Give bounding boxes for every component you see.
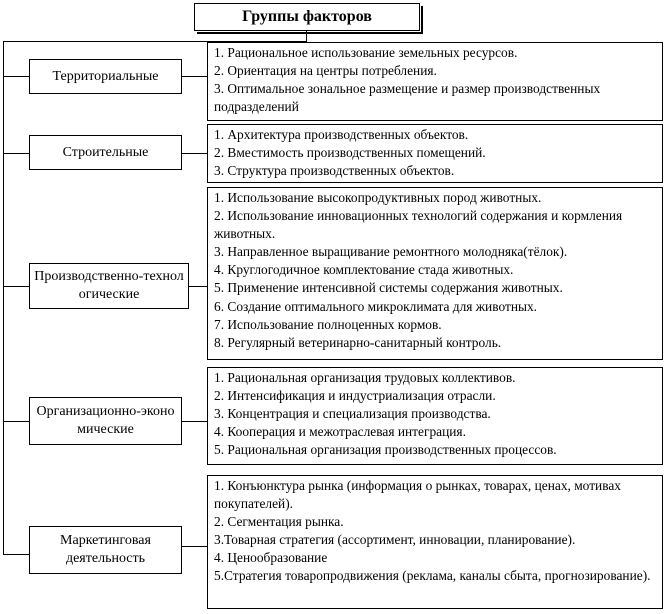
category-box-territorial (29, 59, 182, 94)
detail-box-territorial (207, 42, 663, 121)
category-label: Маркетинговая деятельность (60, 533, 151, 566)
list-item: 1. Рациональное использование земельных ресурсов. (214, 45, 518, 60)
list-item: 5. Рациональная организация производственных процессов. (214, 442, 557, 458)
list-item: 2. Сегментация рынка. (214, 514, 344, 530)
detail-box-production-technological (207, 187, 663, 360)
list-item: 5.Стратегия товаропродвижения (реклама, каналы сбыта, прогнозирование). (214, 568, 651, 584)
category-box-organizational-economic (29, 397, 182, 445)
list-item: 8. Регулярный ветеринарно-санитарный контроль. (214, 334, 502, 350)
detail-box-marketing (207, 475, 663, 609)
category-label: Производственно-технологические (34, 269, 184, 302)
link-connector-4 (182, 421, 207, 422)
branch-connector-1 (3, 76, 29, 77)
category-label: Территориальные (52, 68, 159, 84)
list-item: 1. Использование высокопродуктивных пород животных. (214, 190, 542, 205)
list-item: 4. Круглогодичное комплектование стада животных. (214, 262, 514, 278)
category-box-marketing (29, 526, 182, 574)
list-item: 1. Рациональная организация трудовых коллективов. (214, 370, 516, 385)
diagram-title: Группы факторов (194, 3, 420, 31)
branch-connector-5 (3, 554, 29, 555)
category-label: Организационно-экономические (36, 404, 175, 437)
detail-box-organizational-economic (207, 367, 663, 465)
link-connector-2 (182, 153, 207, 154)
detail-box-construction (207, 124, 663, 183)
trunk-line (3, 41, 4, 555)
branch-connector-2 (3, 153, 29, 154)
list-item: 1. Архитектура производственных объектов. (214, 127, 469, 142)
list-item: 5. Применение интенсивной системы содержания животных. (214, 280, 563, 296)
link-connector-3 (189, 286, 207, 287)
list-item: 4. Ценообразование (214, 550, 328, 566)
list-item: 3.Товарная стратегия (ассортимент, инновации, планирование). (214, 532, 576, 548)
list-item: 2. Ориентация на центры потребления. (214, 63, 437, 79)
branch-connector-3 (3, 286, 29, 287)
category-box-production-technological (29, 263, 189, 309)
list-item: 6. Создание оптимального микроклимата для животных. (214, 298, 538, 314)
link-connector-5 (182, 546, 207, 547)
list-item: 3. Оптимальное зональное размещение и размер производственных подразделений (214, 81, 601, 115)
list-item: 1. Конъюнктура рынка (информация о рынках, товарах, ценах, мотивах покупателей). (214, 478, 622, 512)
list-item: 2. Использование инновационных технологий содержания и кормления животных. (214, 208, 623, 242)
list-item: 3. Структура производственных объектов. (214, 163, 455, 179)
list-item: 7. Использование полноценных кормов. (214, 316, 442, 332)
category-label: Строительные (62, 144, 149, 160)
link-connector-1 (182, 76, 207, 77)
list-item: 2. Интенсификация и индустриализация отрасли. (214, 388, 496, 404)
list-item: 4. Кооперация и межотраслевая интеграция. (214, 424, 466, 440)
list-item: 3. Концентрация и специализация производства. (214, 406, 491, 422)
branch-connector-4 (3, 421, 29, 422)
category-box-construction (29, 135, 182, 170)
list-item: 3. Направленное выращивание ремонтного молодняка(тёлок). (214, 244, 568, 260)
list-item: 2. Вместимость производственных помещений. (214, 145, 486, 161)
